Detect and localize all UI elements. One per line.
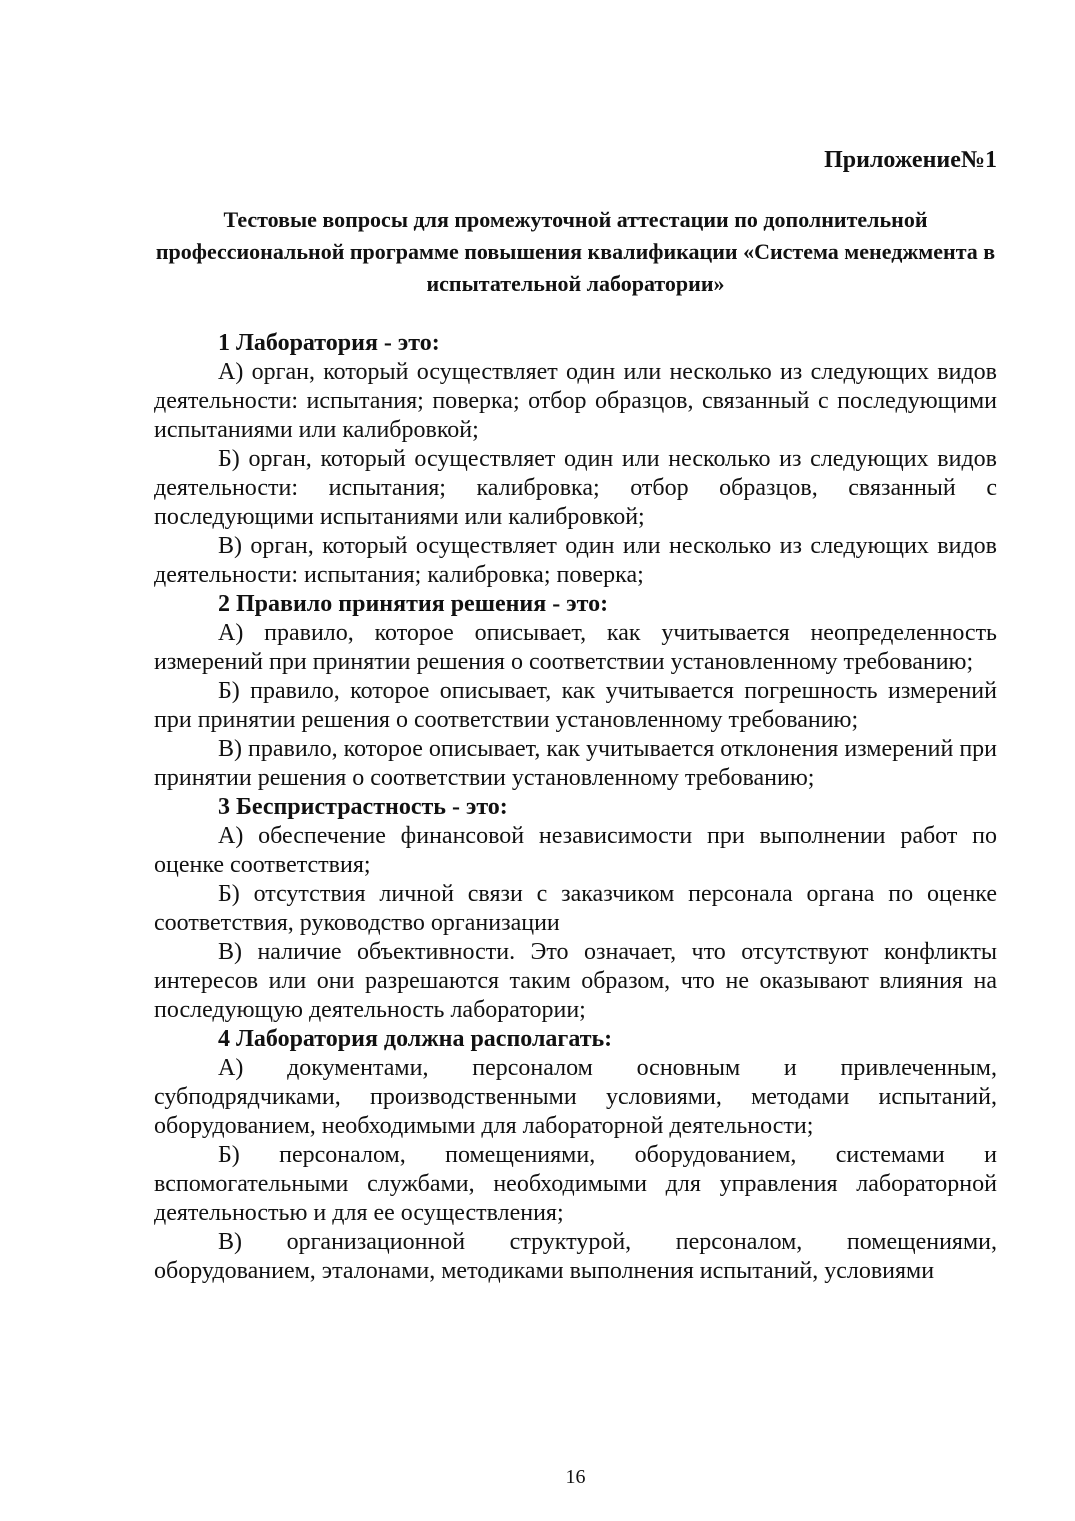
answer-option-a: А) орган, который осуществляет один или несколько из следующих видов деятельности: испытания; поверка; отбор образцов, связанный с последующими испытаниями или калибровкой; xyxy=(154,359,997,443)
question-4 xyxy=(154,1025,997,1286)
answer-option-c: В) организационной структурой, персоналом, помещениями, оборудованием, эталонами, методиками выполнения испытаний, условиями xyxy=(154,1229,997,1284)
document-page xyxy=(154,0,997,1521)
answer-option-b: Б) орган, который осуществляет один или несколько из следующих видов деятельности: испытания; калибровка; отбор образцов, связанный с последующими испытаниями или калибровкой; xyxy=(154,446,997,530)
question-3 xyxy=(154,793,997,1025)
answer-option-a: А) документами, персоналом основным и привлеченным, субподрядчиками, производственными условиями, методами испытаний, оборудованием, необходимыми для лабораторной деятельности; xyxy=(154,1055,997,1139)
answer-option-c: В) орган, который осуществляет один или несколько из следующих видов деятельности: испытания; калибровка; поверка; xyxy=(154,533,997,588)
answer-option-b: Б) персоналом, помещениями, оборудованием, системами и вспомогательными службами, необходимыми для управления лабораторной деятельностью и для ее осуществления; xyxy=(154,1142,997,1226)
page-number: 16 xyxy=(565,1466,586,1488)
question-list xyxy=(154,329,997,1286)
question-1 xyxy=(154,329,997,590)
question-heading: 3 Беспристрастность - это: xyxy=(218,794,508,820)
document-title: Тестовые вопросы для промежуточной аттестации по дополнительной профессиональной программе повышения квалификации «Система менеджмента в испытательной лаборатории» xyxy=(155,207,996,296)
answer-option-c: В) правило, которое описывает, как учитывается отклонения измерений при принятии решения о соответствии установленному требованию; xyxy=(154,736,998,791)
question-2 xyxy=(154,590,997,793)
question-heading: 2 Правило принятия решения - это: xyxy=(218,591,609,617)
answer-option-c: В) наличие объективности. Это означает, что отсутствуют конфликты интересов или они разрешаются таким образом, что не оказывают влияния на последующую деятельность лаборатории; xyxy=(154,939,997,1023)
question-heading: 1 Лаборатория - это: xyxy=(218,330,440,356)
appendix-label: Приложение№1 xyxy=(824,147,997,173)
answer-option-b: Б) правило, которое описывает, как учитывается погрешность измерений при принятии решения о соответствии установленному требованию; xyxy=(154,678,997,733)
answer-option-a: А) правило, которое описывает, как учитывается неопределенность измерений при принятии решения о соответствии установленному требованию; xyxy=(154,620,997,675)
question-heading: 4 Лаборатория должна располагать: xyxy=(218,1026,613,1052)
answer-option-a: А) обеспечение финансовой независимости при выполнении работ по оценке соответствия; xyxy=(154,823,997,878)
answer-option-b: Б) отсутствия личной связи с заказчиком персонала органа по оценке соответствия, руководство организации xyxy=(154,881,997,936)
